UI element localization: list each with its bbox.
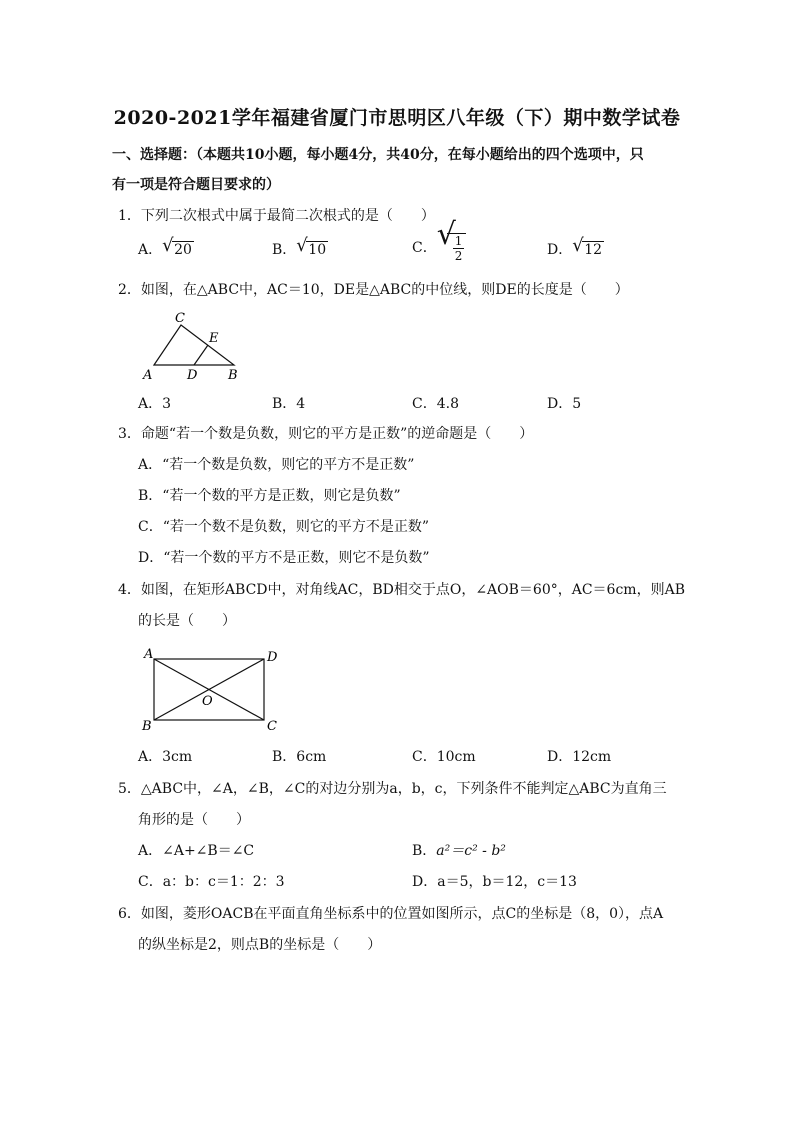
q6-stem-line2: 的纵坐标是2，则点B的坐标是（ ） [138,937,382,953]
label-b: B [228,368,238,383]
q1-d-value: 12 [584,242,603,258]
q5-stem-line1: 5．△ABC中，∠A，∠B，∠C的对边分别为a，b，c，下列条件不能判定△ABC为直角三 [118,781,667,797]
page-title: 2020-2021学年福建省厦门市思明区八年级（下）期中数学试卷 [113,107,681,129]
q3-option-b: B．“若一个数的平方是正数，则它是负数” [138,488,401,504]
q3-stem: 3．命题“若一个数是负数，则它的平方是正数”的逆命题是（ ） [118,426,534,442]
q1-c-denominator: 2 [454,249,463,263]
q5-b-label: B． [412,843,437,859]
q1-option-c [412,217,466,263]
q1-option-d [547,235,604,260]
q4-option-a: A．3cm [138,749,193,765]
q3-option-a: A．“若一个数是负数，则它的平方不是正数” [138,457,415,473]
q1-b-value: 10 [308,242,327,258]
q2-stem: 2．如图，在△ABC中，AC＝10，DE是△ABC的中位线，则DE的长度是（ ） [118,282,629,298]
q5-option-a: A．∠A+∠B＝∠C [138,843,255,859]
label-a: A [144,647,154,662]
q1-stem: 1．下列二次根式中属于最简二次根式的是（ ） [118,208,435,224]
q5-option-b [412,841,506,861]
q1-b-label: B． [272,242,297,258]
label-c: C [175,311,185,326]
triangle-abc [154,325,234,365]
q1-c-label: C． [412,240,437,256]
section-header-line1: 一、选择题：（本题共10小题，每小题4分，共40分，在每小题给出的四个选项中，只 [112,147,644,163]
sqrt-symbol: √ 12 [572,235,603,258]
sqrt-symbol: √ $\frac{1}{2}$ [437,233,467,263]
label-e: E [209,331,219,346]
q4-stem-line1: 4．如图，在矩形ABCD中，对角线AC，BD相交于点O，∠AOB＝60°，AC＝6cm，则AB [118,582,685,598]
midline-de [194,345,208,365]
q4-stem-line2: 的长是（ ） [138,613,236,629]
label-c: C [267,719,277,734]
q4-option-d: D．12cm [547,749,612,765]
label-d: D [187,368,198,383]
q6-stem-line1: 6．如图，菱形OACB在平面直角坐标系中的位置如图所示，点C的坐标是（8，0），点A [118,906,664,922]
q5-option-d: D．a＝5，b＝12，c＝13 [412,874,577,890]
sqrt-symbol: √ 20 [162,235,192,258]
q2-triangle-figure [138,308,248,386]
q1-c-numerator: 1 [454,234,463,248]
label-a: A [143,368,153,383]
q2-option-d: D．5 [547,396,582,412]
q1-a-label: A． [138,242,163,258]
q5-b-expression: a²＝c² - b² [436,843,506,859]
q4-option-b: B．6cm [272,749,327,765]
q5-option-c: C．a：b：c＝1：2：3 [138,874,285,890]
label-d: D [267,650,278,665]
q4-option-c: C．10cm [412,749,476,765]
section-header-line2: 有一项是符合题目要求的） [112,177,280,193]
q1-d-label: D． [547,242,573,258]
q2-option-c: C．4.8 [412,396,459,412]
label-b: B [142,719,152,734]
q5-stem-line2: 角形的是（ ） [138,812,250,828]
q2-option-b: B．4 [272,396,306,412]
q2-option-a: A．3 [138,396,172,412]
q3-option-c: C．“若一个数不是负数，则它的平方不是正数” [138,519,430,535]
label-o: O [202,694,213,709]
q1-option-b [272,235,328,260]
q4-rectangle-figure [138,644,288,736]
sqrt-symbol: √ 10 [296,235,327,258]
q1-a-value: 20 [174,242,192,258]
q3-option-d: D．“若一个数的平方不是正数，则它不是负数” [138,550,430,566]
q1-option-a [138,235,194,260]
